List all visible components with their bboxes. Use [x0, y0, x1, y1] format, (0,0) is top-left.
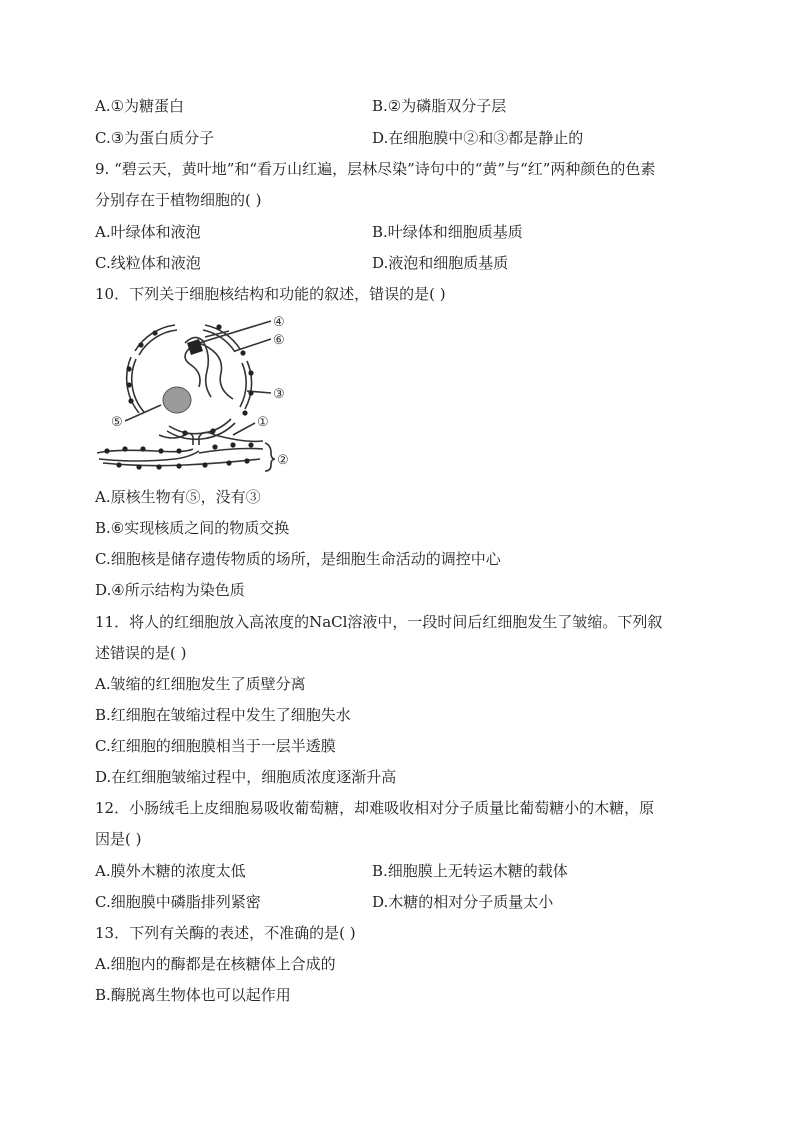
leader-5	[125, 405, 161, 421]
q10-option-c: C.细胞核是储存遗传物质的场所，是细胞生命活动的调控中心	[95, 550, 501, 568]
q13-stem: 13．下列有关酶的表述，不准确的是( )	[95, 924, 356, 942]
q12-option-c: C.细胞膜中磷脂排列紧密	[95, 893, 261, 911]
label-1: ①	[257, 415, 269, 430]
envelope-arc-top-left-inner	[139, 330, 177, 355]
q12-option-b: B.细胞膜上无转运木糖的载体	[372, 862, 568, 880]
q13-option-b: B.酶脱离生物体也可以起作用	[95, 986, 291, 1004]
label-4: ④	[273, 315, 285, 330]
q10-stem: 10．下列关于细胞核结构和功能的叙述，错误的是( )	[95, 285, 446, 303]
envelope-arc-top-right-outer	[205, 325, 240, 349]
er-line-2	[99, 451, 199, 461]
q11-option-c: C.红细胞的细胞膜相当于一层半透膜	[95, 737, 336, 755]
nucleolus	[163, 387, 191, 413]
leader-1	[233, 423, 255, 435]
q12-stem-line2: 因是( )	[95, 830, 142, 848]
q9-option-b: B.叶绿体和细胞质基质	[372, 223, 523, 241]
chromatin-strand-3	[199, 343, 233, 399]
label-2: ②	[277, 453, 289, 468]
q11-option-d: D.在红细胞皱缩过程中，细胞质浓度逐渐升高	[95, 768, 397, 786]
q10-option-d: D.④所示结构为染色质	[95, 581, 245, 599]
nucleus-diagram	[95, 313, 300, 473]
q9-option-d: D.液泡和细胞质基质	[372, 254, 509, 272]
q9-stem-line2: 分别存在于植物细胞的( )	[95, 191, 262, 209]
q11-stem-line2: 述错误的是( )	[95, 644, 187, 662]
q11-stem-line1: 11．将人的红细胞放入高浓度的NaCl溶液中，一段时间后红细胞发生了皱缩。下列叙	[95, 613, 663, 631]
q11-option-b: B.红细胞在皱缩过程中发生了细胞失水	[95, 706, 351, 724]
q13-option-a: A.细胞内的酶都是在核糖体上合成的	[95, 955, 336, 973]
label-6: ⑥	[273, 333, 285, 348]
envelope-arc-right-inner	[240, 363, 246, 407]
label-3: ③	[273, 387, 285, 402]
nucleus-diagram-svg	[95, 313, 300, 473]
q12-stem-line1: 12．小肠绒毛上皮细胞易吸收葡萄糖，却难吸收相对分子质量比葡萄糖小的木糖，原	[95, 799, 655, 817]
q8-option-c: C.③为蛋白质分子	[95, 129, 215, 147]
er-line-3	[199, 449, 263, 454]
label-5: ⑤	[111, 415, 123, 430]
q10-option-b: B.⑥实现核质之间的物质交换	[95, 519, 290, 537]
q12-option-a: A.膜外木糖的浓度太低	[95, 862, 246, 880]
envelope-arc-bottom-inner	[169, 419, 231, 434]
q10-option-a: A.原核生物有⑤，没有③	[95, 488, 261, 506]
chromatin-dense	[187, 339, 203, 355]
er-line-4	[103, 459, 260, 466]
q8-option-b: B.②为磷脂双分子层	[372, 97, 507, 115]
q9-option-a: A.叶绿体和液泡	[95, 223, 201, 241]
q9-option-c: C.线粒体和液泡	[95, 254, 201, 272]
q8-option-d: D.在细胞膜中②和③都是静止的	[372, 129, 584, 147]
q8-option-a: A.①为糖蛋白	[95, 97, 185, 115]
q11-option-a: A.皱缩的红细胞发生了质壁分离	[95, 675, 306, 693]
brace-2	[265, 443, 275, 471]
leader-6	[235, 339, 271, 351]
q12-option-d: D.木糖的相对分子质量太小	[372, 893, 554, 911]
er-connector-right	[199, 432, 263, 445]
q9-stem-line1: 9. “碧云天，黄叶地”和“看万山红遍，层林尽染”诗句中的“黄”与“红”两种颜色的色素	[95, 160, 656, 178]
